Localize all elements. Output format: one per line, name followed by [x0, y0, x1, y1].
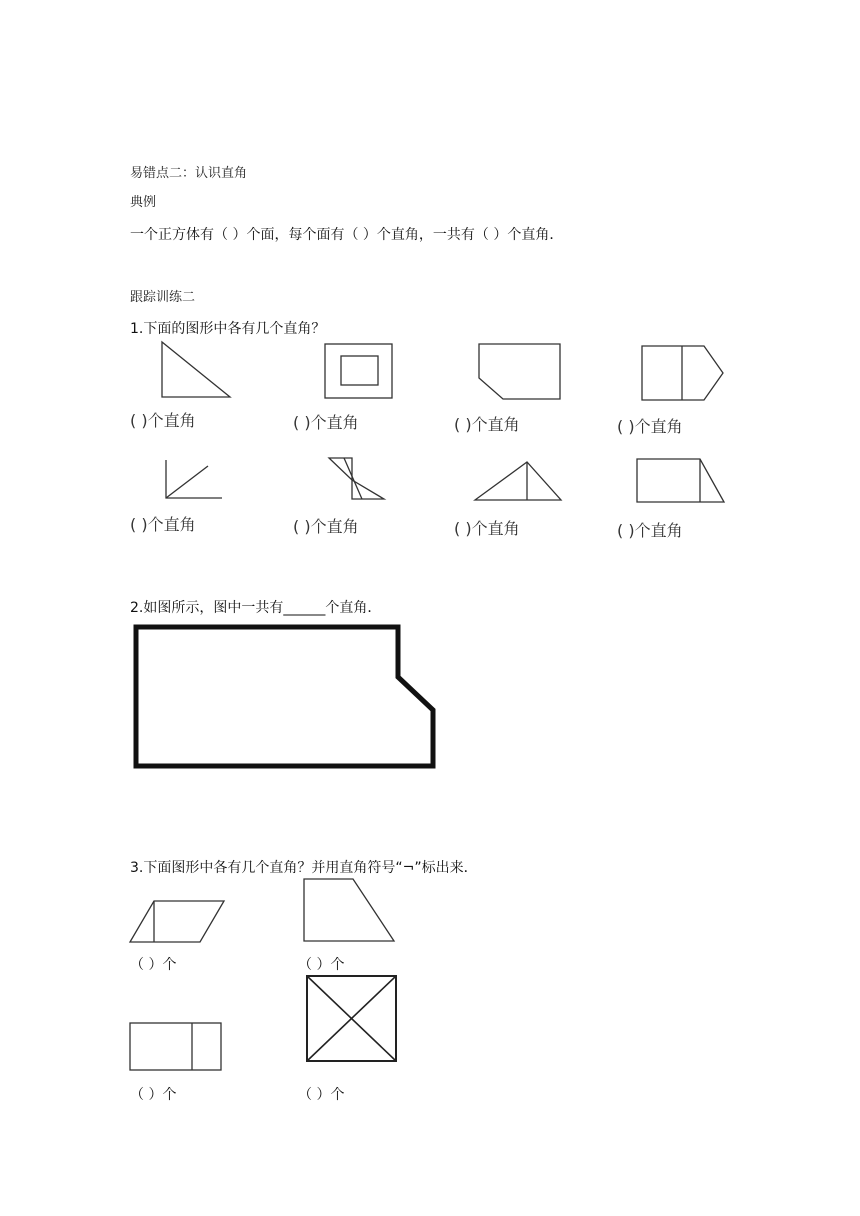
q1-label-6: ( )个直角	[293, 517, 359, 536]
q3-label-4: （ ）个	[298, 1087, 345, 1103]
q1-label-4: ( )个直角	[617, 417, 683, 436]
q1-label-3: ( )个直角	[454, 415, 520, 434]
q3-label-1: （ ）个	[130, 957, 177, 973]
q3-title: 3.下面图形中各有几个直角？并用直角符号“¬”标出来．	[130, 860, 478, 876]
practice-title: 跟踪训练二	[130, 290, 196, 305]
section-title: 易错点二：认识直角	[130, 166, 248, 181]
q1-label-2: ( )个直角	[293, 413, 359, 432]
example-label: 典例	[130, 195, 157, 210]
q1-label-8: ( )个直角	[617, 521, 683, 540]
example-question: 一个正方体有（ ）个面，每个面有（ ）个直角，一共有（ ）个直角．	[130, 227, 564, 243]
q3-label-2: （ ）个	[298, 957, 345, 973]
q1-label-1: ( )个直角	[130, 411, 196, 430]
q3-label-3: （ ）个	[130, 1087, 177, 1103]
q2-title: 2.如图所示，图中一共有______个直角．	[130, 600, 382, 616]
q1-label-5: ( )个直角	[130, 515, 196, 534]
q1-label-7: ( )个直角	[454, 519, 520, 538]
q1-title: 1.下面的图形中各有几个直角？	[130, 321, 326, 337]
